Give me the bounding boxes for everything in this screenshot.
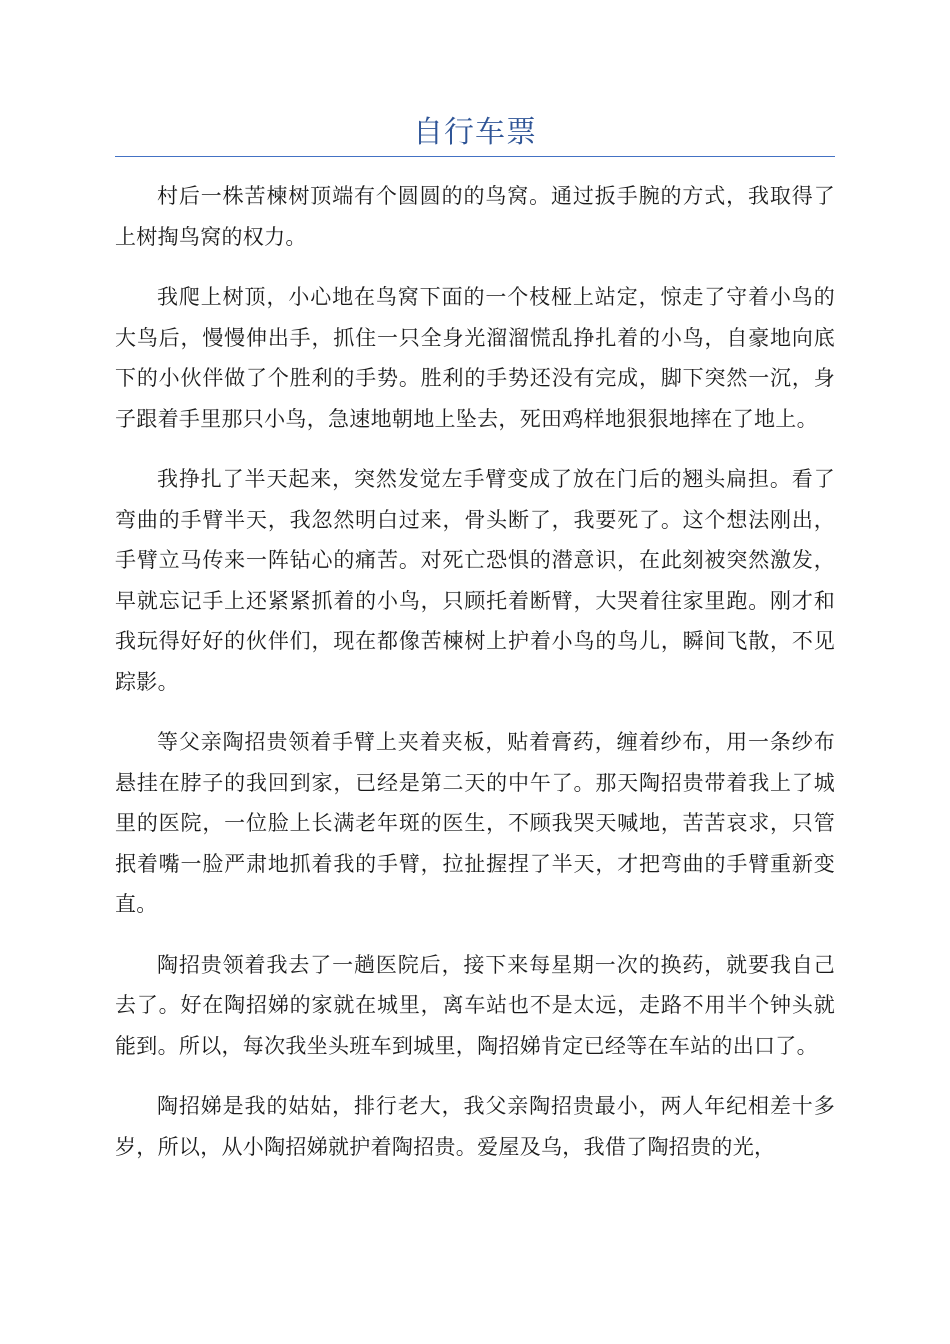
paragraph-1: 村后一株苦楝树顶端有个圆圆的的鸟窝。通过扳手腕的方式，我取得了上树掏鸟窝的权力。 — [115, 184, 835, 249]
document-body — [115, 176, 835, 1187]
document-title: 自行车票 — [413, 115, 537, 150]
paragraph-2: 我爬上树顶，小心地在鸟窝下面的一个枝桠上站定，惊走了守着小鸟的大鸟后，慢慢伸出手，抓住一只全身光溜溜慌乱挣扎着的小鸟，自豪地向底下的小伙伴做了个胜利的手势。胜利的手势还没有完成，脚下突然一沉，身子跟着手里那只小鸟，急速地朝地上坠去，死田鸡样地狠狠地摔在了地上。 — [115, 285, 835, 431]
paragraph-3: 我挣扎了半天起来，突然发觉左手臂变成了放在门后的翘头扁担。看了弯曲的手臂半天，我忽然明白过来，骨头断了，我要死了。这个想法刚出，手臂立马传来一阵钻心的痛苦。对死亡恐惧的潜意识，在此刻被突然激发，早就忘记手上还紧紧抓着的小鸟，只顾托着断臂，大哭着往家里跑。刚才和我玩得好好的伙伴们，现在都像苦楝树上护着小鸟的鸟儿，瞬间飞散，不见踪影。 — [115, 467, 835, 694]
paragraph-5: 陶招贵领着我去了一趟医院后，接下来每星期一次的换药，就要我自己去了。好在陶招娣的家就在城里，离车站也不是太远，走路不用半个钟头就能到。所以，每次我坐头班车到城里，陶招娣肯定已经等在车站的出口了。 — [115, 952, 835, 1058]
paragraph-4: 等父亲陶招贵领着手臂上夹着夹板，贴着膏药，缠着纱布，用一条纱布悬挂在脖子的我回到家，已经是第二天的中午了。那天陶招贵带着我上了城里的医院，一位脸上长满老年斑的医生，不顾我哭天喊地，苦苦哀求，只管抿着嘴一脸严肃地抓着我的手臂，拉扯握捏了半天，才把弯曲的手臂重新变直。 — [115, 730, 835, 916]
title-block — [115, 110, 835, 157]
paragraph-6: 陶招娣是我的姑姑，排行老大，我父亲陶招贵最小，两人年纪相差十多岁，所以，从小陶招娣就护着陶招贵。爱屋及乌，我借了陶招贵的光， — [115, 1094, 835, 1159]
